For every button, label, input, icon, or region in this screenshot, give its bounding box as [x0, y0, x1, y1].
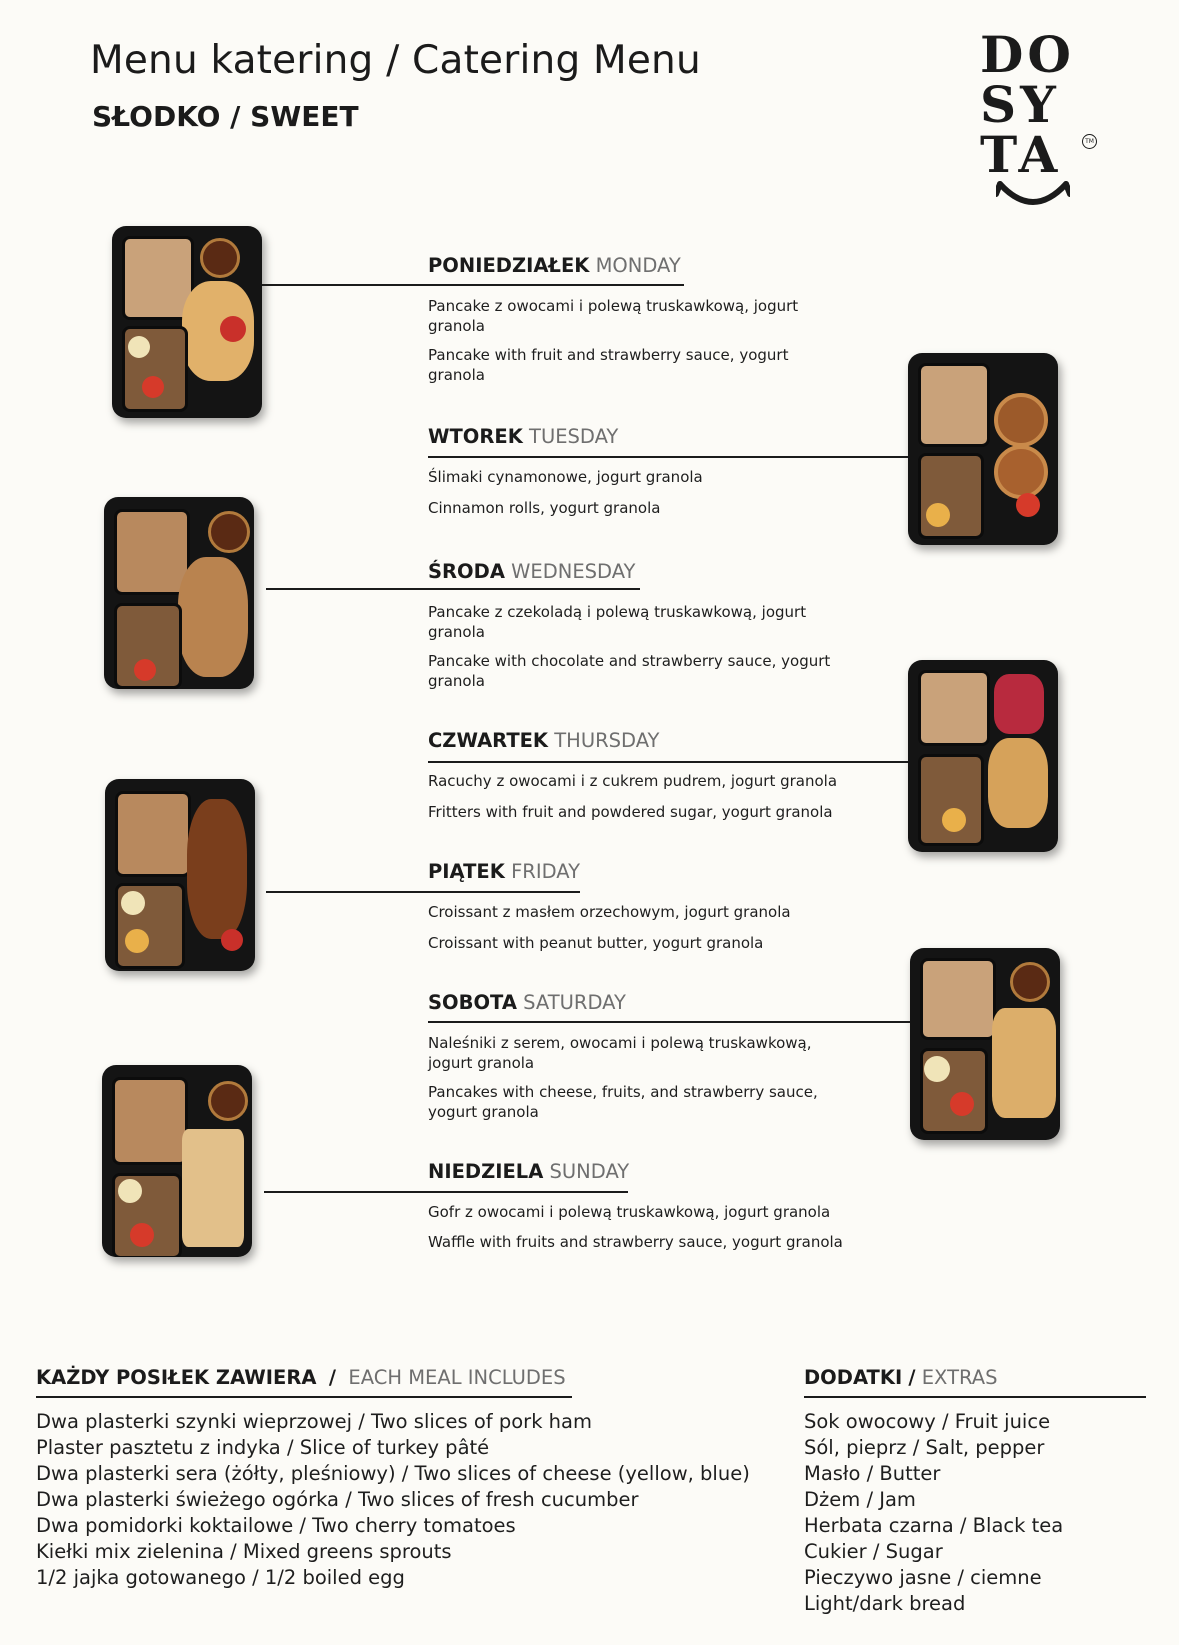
extras-rule [804, 1396, 1146, 1398]
brand-logo [980, 25, 1110, 220]
day-heading: ŚRODA WEDNESDAY [428, 560, 636, 583]
meal-photo-saturday [910, 948, 1060, 1140]
day-sunday [428, 1160, 848, 1252]
extras-list [804, 1409, 1063, 1617]
list-item: Plaster pasztetu z indyka / Slice of turkey pâté [36, 1436, 490, 1459]
dish-description-pl: Racuchy z owocami i z cukrem pudrem, jogurt granola [428, 772, 838, 790]
dish-description-pl: Pancake z czekoladą i polewą truskawkową, jogurt granola [428, 603, 807, 641]
list-item: Cukier / Sugar [804, 1540, 943, 1563]
list-item: Sok owocowy / Fruit juice [804, 1410, 1051, 1433]
day-heading: NIEDZIELA SUNDAY [428, 1160, 630, 1183]
day-heading: WTOREK TUESDAY [428, 425, 619, 448]
includes-list [36, 1409, 750, 1591]
dish-description-en: Croissant with peanut butter, yogurt granola [428, 933, 764, 952]
page-subtitle: SŁODKO / SWEET [92, 100, 359, 133]
dish-description-en: Pancakes with cheese, fruits, and strawberry sauce, yogurt granola [428, 1083, 818, 1121]
list-item: Dwa pomidorki koktailowe / Two cherry tomatoes [36, 1514, 516, 1537]
dish-description-en: Cinnamon rolls, yogurt granola [428, 498, 661, 517]
list-item: Dwa plasterki świeżego ogórka / Two slices of fresh cucumber [36, 1488, 639, 1511]
day-heading: PONIEDZIAŁEK MONDAY [428, 254, 681, 277]
list-item: Kiełki mix zielenina / Mixed greens sprouts [36, 1540, 452, 1563]
meal-photo-friday [105, 779, 255, 971]
day-heading: PIĄTEK FRIDAY [428, 860, 580, 883]
page-title: Menu katering / Catering Menu [90, 38, 701, 83]
meal-photo-wednesday [104, 497, 254, 689]
list-item: Dwa plasterki szynki wieprzowej / Two slices of pork ham [36, 1410, 592, 1433]
list-item: Dwa plasterki sera (żółty, pleśniowy) / Two slices of cheese (yellow, blue) [36, 1462, 750, 1485]
dish-description-pl: Croissant z masłem orzechowym, jogurt granola [428, 903, 791, 921]
dish-description-en: Pancake with fruit and strawberry sauce, yogurt granola [428, 346, 789, 384]
list-item: Masło / Butter [804, 1462, 941, 1485]
dish-description-pl: Ślimaki cynamonowe, jogurt granola [428, 468, 703, 486]
day-heading: SOBOTA SATURDAY [428, 991, 626, 1014]
day-friday [428, 860, 848, 953]
includes-rule [36, 1396, 572, 1398]
list-item: 1/2 jajka gotowanego / 1/2 boiled egg [36, 1566, 405, 1589]
dish-description-pl: Gofr z owocami i polewą truskawkową, jogurt granola [428, 1203, 831, 1221]
day-thursday [428, 729, 848, 822]
meal-photo-tuesday [908, 353, 1058, 545]
dish-description-en: Pancake with chocolate and strawberry sauce, yogurt granola [428, 652, 831, 690]
list-item: Herbata czarna / Black tea [804, 1514, 1064, 1537]
list-item: Pieczywo jasne / ciemne [804, 1566, 1042, 1589]
day-monday [428, 254, 848, 385]
dish-description-en: Fritters with fruit and powdered sugar, yogurt granola [428, 802, 833, 821]
day-saturday [428, 991, 848, 1122]
list-item: Dżem / Jam [804, 1488, 916, 1511]
dish-description-pl: Naleśniki z serem, owocami i polewą truskawkową, jogurt granola [428, 1034, 812, 1072]
dish-description-en: Waffle with fruits and strawberry sauce, yogurt granola [428, 1232, 843, 1251]
extras-heading: DODATKI / EXTRAS [804, 1366, 998, 1389]
logo-line-2: SY [980, 75, 1060, 134]
day-wednesday [428, 560, 848, 691]
includes-heading: KAŻDY POSIŁEK ZAWIERA / EACH MEAL INCLUDES [36, 1366, 566, 1389]
day-heading: CZWARTEK THURSDAY [428, 729, 660, 752]
logo-line-3: TA [980, 125, 1062, 184]
meal-photo-thursday [908, 660, 1058, 852]
dish-description-pl: Pancake z owocami i polewą truskawkową, jogurt granola [428, 297, 799, 335]
day-tuesday [428, 425, 848, 518]
meal-photo-sunday [102, 1065, 252, 1257]
list-item: Light/dark bread [804, 1592, 966, 1615]
meal-photo-monday [112, 226, 262, 418]
list-item: Sól, pieprz / Salt, pepper [804, 1436, 1045, 1459]
logo-line-1: DO [980, 25, 1075, 84]
trademark-icon: TM [1082, 134, 1097, 149]
smile-icon [996, 180, 1070, 214]
